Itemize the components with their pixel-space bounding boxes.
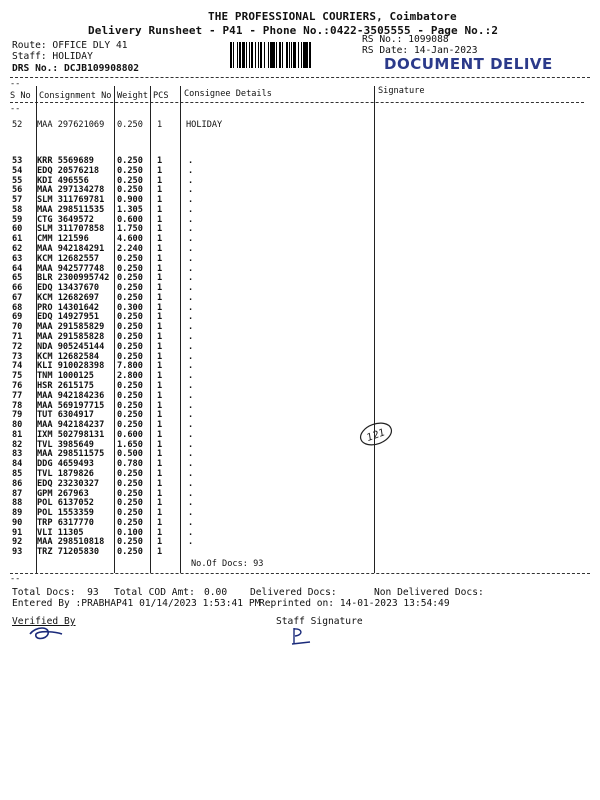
- row-sno: 77: [12, 390, 23, 401]
- row-consignment: CMM 121596: [37, 234, 89, 245]
- document-delivery-stamp: DOCUMENT DELIVE: [384, 55, 553, 73]
- row-pcs: 1: [157, 185, 163, 196]
- row-pcs: 1: [157, 292, 163, 303]
- row-details: .: [188, 234, 194, 245]
- row-weight: 1.305: [117, 204, 143, 215]
- company-title: THE PROFESSIONAL COURIERS, Coimbatore: [208, 10, 457, 23]
- row-details: .: [188, 459, 194, 470]
- row-weight: 0.250: [117, 478, 143, 489]
- staff-signature-label: Staff Signature: [276, 616, 363, 627]
- row-weight: 0.250: [117, 517, 143, 528]
- row-consignment: SLM 311769781: [37, 195, 105, 206]
- row-consignment: MAA 942577748: [37, 263, 105, 274]
- row-sno: 65: [12, 273, 23, 284]
- runsheet-subtitle: Delivery Runsheet - P41 - Phone No.:0422-3505555 - Page No.:2: [88, 24, 499, 37]
- row-weight: 0.250: [117, 537, 143, 548]
- row-sno: 81: [12, 429, 23, 440]
- row-details: .: [188, 224, 194, 235]
- row-sno: 92: [12, 537, 23, 548]
- row-sno: 78: [12, 400, 23, 411]
- row-pcs: 1: [157, 156, 163, 166]
- row-details: .: [188, 185, 194, 196]
- row-weight: 7.800: [117, 361, 143, 372]
- row-details: .: [188, 283, 194, 294]
- row-weight: 0.250: [117, 488, 143, 499]
- staff-label: Staff: HOLIDAY: [12, 51, 93, 62]
- row-consignment: MAA 942184291: [37, 244, 105, 255]
- row-consignment: HSR 2615175: [37, 380, 94, 391]
- row-pcs: 1: [157, 175, 163, 186]
- col-signature: Signature: [378, 86, 425, 96]
- row-sno: 93: [12, 547, 23, 558]
- row-weight: 0.250: [117, 332, 143, 343]
- row-sno: 80: [12, 420, 23, 431]
- col-consignment: Consignment No: [39, 91, 112, 101]
- row-details: .: [188, 390, 194, 401]
- col-pcs: PCS: [153, 91, 169, 101]
- row-pcs: 1: [157, 439, 163, 450]
- rs-date: RS Date: 14-Jan-2023: [362, 45, 478, 56]
- row-sno: 58: [12, 204, 23, 215]
- row-consignment: GPM 267963: [37, 488, 89, 499]
- row-consignment: MAA 297621069: [37, 120, 105, 130]
- row-consignment: CTG 3649572: [37, 214, 94, 225]
- row-pcs: 1: [157, 312, 163, 323]
- row-weight: 0.600: [117, 214, 143, 225]
- row-weight: 1.750: [117, 224, 143, 235]
- row-consignment: VLI 11305: [37, 527, 84, 538]
- row-sno: 89: [12, 508, 23, 519]
- row-weight: 0.250: [117, 263, 143, 274]
- row-consignment: MAA 297134278: [37, 185, 105, 196]
- row-sno: 56: [12, 185, 23, 196]
- row-consignment: TUT 6304917: [37, 410, 94, 421]
- row-pcs: 1: [157, 263, 163, 274]
- row-sno: 75: [12, 371, 23, 382]
- handwritten-circle-mark: [356, 420, 396, 448]
- row-weight: 0.600: [117, 429, 143, 440]
- row-consignment: KCM 12682697: [37, 292, 100, 303]
- row-pcs: 1: [157, 234, 163, 245]
- row-details: .: [188, 351, 194, 362]
- row-weight: 0.250: [117, 175, 143, 186]
- row-consignment: IXM 502798131: [37, 429, 105, 440]
- row-consignment: PRO 14301642: [37, 302, 100, 313]
- row-weight: 0.250: [117, 156, 143, 166]
- row-weight: 0.250: [117, 312, 143, 323]
- row-pcs: 1: [157, 390, 163, 401]
- row-pcs: 1: [157, 224, 163, 235]
- row-sno: 71: [12, 332, 23, 343]
- route-label: Route: OFFICE DLY 41: [12, 40, 128, 51]
- row-details: .: [188, 341, 194, 352]
- row-pcs: 1: [157, 508, 163, 519]
- row-consignment: MAA 298511575: [37, 449, 105, 460]
- row-pcs: 1: [157, 527, 163, 538]
- row-weight: 0.250: [117, 390, 143, 401]
- row-details: .: [188, 439, 194, 450]
- row-consignment: KDI 496556: [37, 175, 89, 186]
- row-weight: 0.250: [117, 351, 143, 362]
- row-details: .: [188, 371, 194, 382]
- row-sno: 59: [12, 214, 23, 225]
- row-consignment: POL 6137052: [37, 498, 94, 509]
- row-details: .: [188, 263, 194, 274]
- row-pcs: 1: [157, 547, 163, 558]
- row-pcs: 1: [157, 459, 163, 470]
- row-details: .: [188, 204, 194, 215]
- row-details: .: [188, 429, 194, 440]
- row-pcs: 1: [157, 410, 163, 421]
- row-sno: 54: [12, 165, 23, 176]
- row-details: .: [188, 527, 194, 538]
- row-weight: 0.250: [117, 380, 143, 391]
- row-details: .: [188, 361, 194, 372]
- row-pcs: 1: [157, 204, 163, 215]
- row-details: .: [188, 517, 194, 528]
- total-docs: Total Docs: 93: [12, 587, 99, 598]
- row-pcs: 1: [157, 498, 163, 509]
- row-sno: 66: [12, 283, 23, 294]
- verified-signature: [26, 622, 66, 644]
- non-delivered-docs: Non Delivered Docs:: [374, 587, 484, 598]
- row-weight: 0.250: [117, 420, 143, 431]
- row-sno: 62: [12, 244, 23, 255]
- row-sno: 87: [12, 488, 23, 499]
- drs-number: DRS No.: DCJB109908802: [12, 63, 140, 74]
- row-pcs: 1: [157, 253, 163, 264]
- column-divider: [10, 102, 584, 103]
- row-pcs: 1: [157, 468, 163, 479]
- row-details: .: [188, 312, 194, 323]
- row-sno: 76: [12, 380, 23, 391]
- row-sno: 64: [12, 263, 23, 274]
- row-consignment: TRP 6317770: [37, 517, 94, 528]
- col-dash-2: --: [10, 104, 21, 114]
- table-row: [0, 120, 600, 131]
- row-sno: 88: [12, 498, 23, 509]
- row-consignment: MAA 942184236: [37, 390, 105, 401]
- row-consignment: NDA 905245144: [37, 341, 105, 352]
- row-weight: 0.250: [117, 253, 143, 264]
- row-sno: 52: [12, 120, 23, 130]
- no-of-docs: No.Of Docs: 93: [191, 559, 264, 569]
- row-pcs: 1: [157, 478, 163, 489]
- row-weight: 0.250: [117, 547, 143, 558]
- row-sno: 90: [12, 517, 23, 528]
- row-details: .: [188, 488, 194, 499]
- row-details: .: [188, 508, 194, 519]
- row-consignment: EDQ 20576218: [37, 165, 100, 176]
- row-consignment: EDQ 13437670: [37, 283, 100, 294]
- table-row: [0, 547, 600, 558]
- row-weight: 0.300: [117, 302, 143, 313]
- row-weight: 0.250: [117, 120, 143, 130]
- row-sno: 68: [12, 302, 23, 313]
- row-weight: 0.900: [117, 195, 143, 206]
- handwritten-number: 121: [365, 427, 387, 444]
- row-pcs: 1: [157, 244, 163, 255]
- row-pcs: 1: [157, 488, 163, 499]
- row-sno: 91: [12, 527, 23, 538]
- row-pcs: 1: [157, 517, 163, 528]
- row-pcs: 1: [157, 371, 163, 382]
- row-consignment: KLI 910028398: [37, 361, 105, 372]
- total-cod-value: 0.00: [204, 587, 228, 598]
- row-sno: 84: [12, 459, 23, 470]
- row-details: .: [188, 165, 194, 176]
- row-weight: 0.250: [117, 400, 143, 411]
- row-sno: 60: [12, 224, 23, 235]
- row-details: .: [188, 332, 194, 343]
- row-pcs: 1: [157, 420, 163, 431]
- footer-dash: --: [10, 574, 21, 584]
- row-details: .: [188, 420, 194, 431]
- row-details: HOLIDAY: [186, 120, 223, 130]
- row-consignment: MAA 569197715: [37, 400, 105, 411]
- row-pcs: 1: [157, 351, 163, 362]
- row-details: .: [188, 410, 194, 421]
- row-consignment: KCM 12682557: [37, 253, 100, 264]
- row-weight: 0.780: [117, 459, 143, 470]
- row-details: .: [188, 214, 194, 225]
- row-weight: 0.500: [117, 449, 143, 460]
- row-consignment: MAA 291585829: [37, 322, 105, 333]
- row-details: .: [188, 537, 194, 548]
- row-pcs: 1: [157, 322, 163, 333]
- row-details: .: [188, 449, 194, 460]
- row-consignment: EDQ 14927951: [37, 312, 100, 323]
- row-weight: 0.250: [117, 410, 143, 421]
- delivered-docs: Delivered Docs:: [250, 587, 337, 598]
- row-consignment: TNM 1000125: [37, 371, 94, 382]
- row-consignment: KRR 5569689: [37, 156, 94, 166]
- row-pcs: 1: [157, 537, 163, 548]
- row-pcs: 1: [157, 332, 163, 343]
- row-weight: 1.650: [117, 439, 143, 450]
- row-consignment: MAA 298511535: [37, 204, 105, 215]
- row-weight: 0.250: [117, 273, 143, 284]
- row-weight: 0.250: [117, 508, 143, 519]
- row-sno: 86: [12, 478, 23, 489]
- row-weight: 0.250: [117, 468, 143, 479]
- row-details: .: [188, 468, 194, 479]
- row-weight: 0.250: [117, 341, 143, 352]
- row-details: .: [188, 302, 194, 313]
- row-sno: 79: [12, 410, 23, 421]
- row-details: .: [188, 322, 194, 333]
- row-consignment: TVL 3985649: [37, 439, 94, 450]
- col-consignee-details: Consignee Details: [184, 89, 272, 99]
- row-details: .: [188, 244, 194, 255]
- row-pcs: 1: [157, 361, 163, 372]
- row-details: .: [188, 195, 194, 206]
- row-sno: 73: [12, 351, 23, 362]
- row-pcs: 1: [157, 302, 163, 313]
- header-divider: [10, 77, 590, 78]
- row-details: .: [188, 498, 194, 509]
- row-details: .: [188, 273, 194, 284]
- row-consignment: TRZ 71205830: [37, 547, 100, 558]
- total-cod-label: Total COD Amt:: [114, 587, 195, 598]
- row-pcs: 1: [157, 283, 163, 294]
- footer-divider-top: [10, 573, 590, 574]
- row-sno: 55: [12, 175, 23, 186]
- row-pcs: 1: [157, 400, 163, 411]
- row-weight: 2.800: [117, 371, 143, 382]
- row-details: .: [188, 380, 194, 391]
- row-weight: 0.250: [117, 283, 143, 294]
- row-pcs: 1: [157, 214, 163, 225]
- row-sno: 85: [12, 468, 23, 479]
- row-sno: 72: [12, 341, 23, 352]
- row-consignment: MAA 942184237: [37, 420, 105, 431]
- row-sno: 57: [12, 195, 23, 206]
- row-details: .: [188, 292, 194, 303]
- row-details: .: [188, 478, 194, 489]
- row-pcs: 1: [157, 341, 163, 352]
- row-sno: 74: [12, 361, 23, 372]
- row-consignment: DDG 4659493: [37, 459, 94, 470]
- row-sno: 70: [12, 322, 23, 333]
- row-sno: 67: [12, 292, 23, 303]
- row-pcs: 1: [157, 380, 163, 391]
- row-details: .: [188, 156, 194, 166]
- barcode: [230, 42, 356, 68]
- row-weight: 0.250: [117, 165, 143, 176]
- row-sno: 63: [12, 253, 23, 264]
- col-weight: Weight: [117, 91, 149, 101]
- row-consignment: SLM 311707858: [37, 224, 105, 235]
- row-pcs: 1: [157, 273, 163, 284]
- row-details: .: [188, 253, 194, 264]
- row-pcs: 1: [157, 195, 163, 206]
- row-consignment: BLR 2300995742: [37, 273, 110, 284]
- row-weight: 0.250: [117, 322, 143, 333]
- row-weight: 0.100: [117, 527, 143, 538]
- row-consignment: EDQ 23230327: [37, 478, 100, 489]
- col-dash: --: [10, 79, 21, 89]
- row-weight: 2.240: [117, 244, 143, 255]
- row-details: .: [188, 175, 194, 186]
- row-weight: 0.250: [117, 498, 143, 509]
- row-weight: 4.600: [117, 234, 143, 245]
- row-consignment: POL 1553359: [37, 508, 94, 519]
- staff-signature: [288, 626, 318, 648]
- row-sno: 61: [12, 234, 23, 245]
- row-details: .: [188, 400, 194, 411]
- row-consignment: KCM 12682584: [37, 351, 100, 362]
- row-weight: 0.250: [117, 185, 143, 196]
- row-pcs: 1: [157, 120, 163, 130]
- row-sno: 69: [12, 312, 23, 323]
- row-sno: 83: [12, 449, 23, 460]
- row-sno: 53: [12, 156, 23, 166]
- rs-number: RS No.: 1099088: [362, 34, 449, 45]
- row-consignment: MAA 291585828: [37, 332, 105, 343]
- reprinted-on: Reprinted on: 14-01-2023 13:54:49: [259, 598, 450, 609]
- verified-by-label: Verified By: [12, 616, 76, 627]
- entered-by: Entered By :PRABHAP41 01/14/2023 1:53:41 PM: [12, 598, 261, 609]
- row-pcs: 1: [157, 165, 163, 176]
- row-pcs: 1: [157, 429, 163, 440]
- row-consignment: MAA 298510818: [37, 537, 105, 548]
- row-sno: 82: [12, 439, 23, 450]
- row-pcs: 1: [157, 449, 163, 460]
- row-consignment: TVL 1879826: [37, 468, 94, 479]
- col-sno: S No: [10, 91, 31, 101]
- row-weight: 0.250: [117, 292, 143, 303]
